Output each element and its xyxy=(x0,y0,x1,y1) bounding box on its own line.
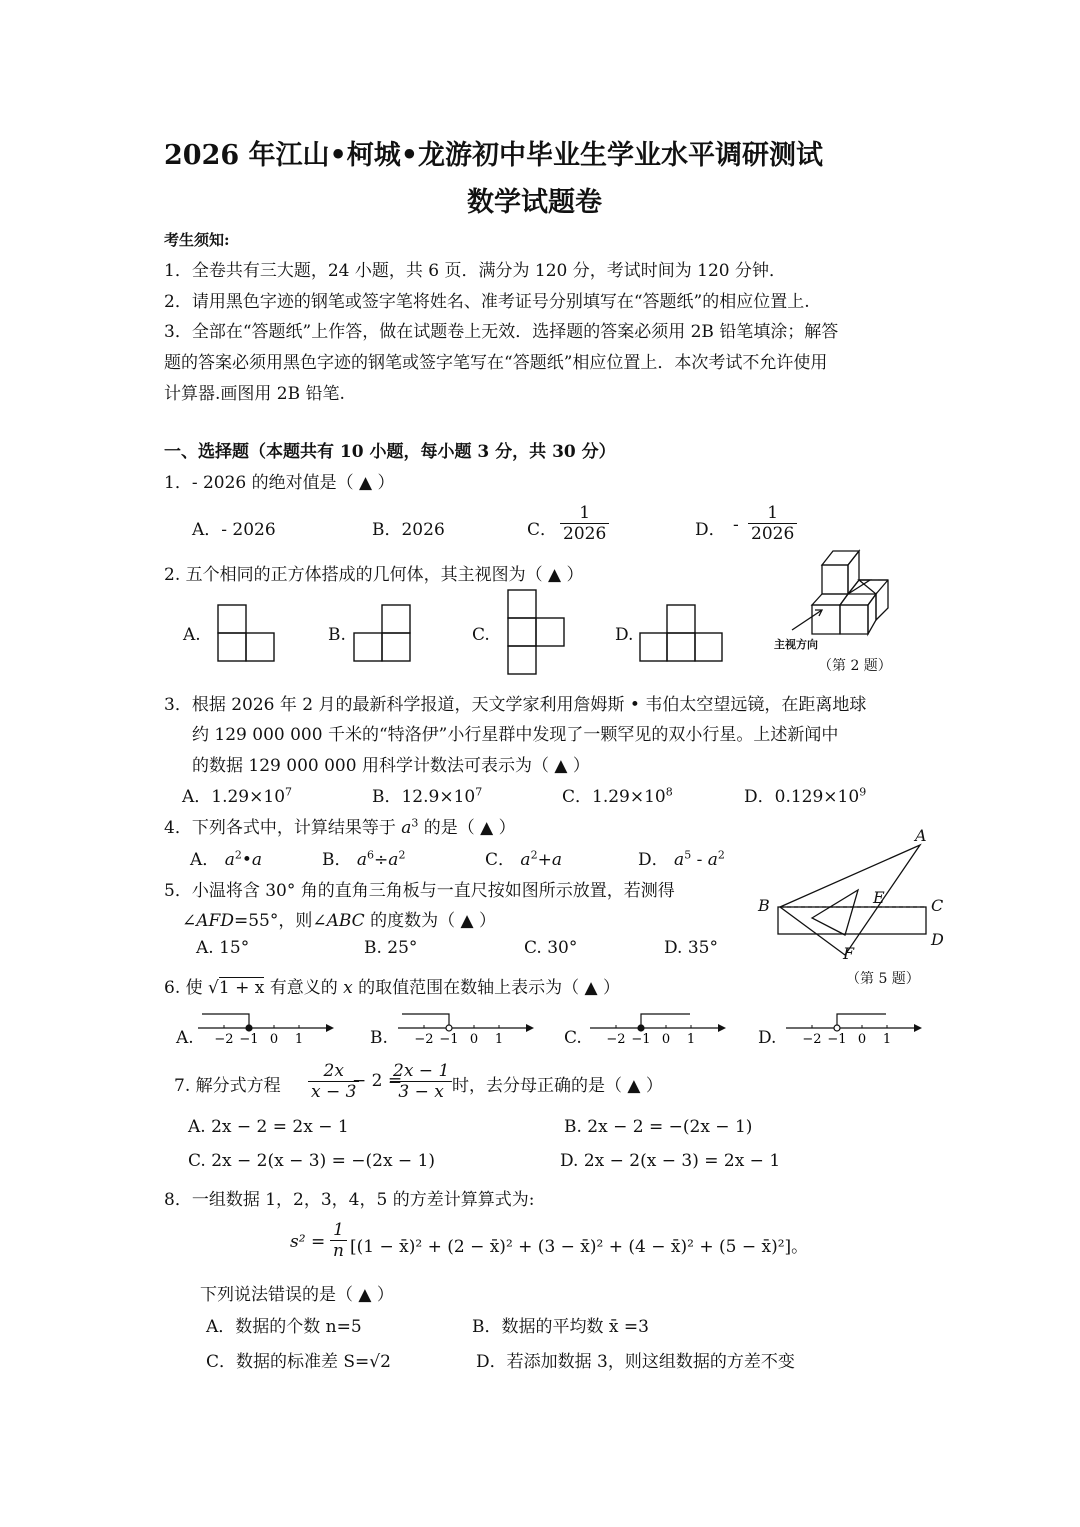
q4-stem-post: 的是（ ▲ ） xyxy=(418,818,516,838)
fraction-denominator: x − 3 xyxy=(311,1082,357,1102)
closed-endpoint xyxy=(638,1025,644,1031)
q8-stem: 8．一组数据 1，2，3，4，5 的方差计算算式为: xyxy=(164,1190,535,1210)
q4-stem-exp: 3 xyxy=(411,816,419,830)
q7-post: 时，去分母正确的是（ ▲ ） xyxy=(452,1076,663,1096)
q2-option-b: B. xyxy=(328,625,346,645)
q4-c-label: C． xyxy=(485,850,516,870)
q6-post: 的取值范围在数轴上表示为（ ▲ ） xyxy=(352,978,621,998)
q1-option-a: A．- 2026 xyxy=(192,520,276,540)
axis-tick-label: 0 xyxy=(661,1032,671,1047)
q1-option-b: B．2026 xyxy=(372,520,445,540)
q5-point-b: B xyxy=(758,896,770,915)
open-endpoint xyxy=(446,1025,452,1031)
q6-option-a: A. xyxy=(176,1028,194,1048)
q5-option-d: D. 35° xyxy=(664,938,718,958)
q5-line: 5．小温将含 30° 角的直角三角板与一直尺按如图所示放置，若测得 xyxy=(164,881,675,901)
page-title: 2026 年江山•柯城•龙游初中毕业生学业水平调研测试 xyxy=(164,140,824,171)
notice-line: 3．全部在“答题纸”上作答，做在试题卷上无效．选择题的答案必须用 2B 铅笔填涂；解答 xyxy=(164,322,839,342)
q6-number-line-b xyxy=(398,1010,538,1050)
q3-a-base: A．1.29×10 xyxy=(182,787,286,807)
open-endpoint xyxy=(834,1025,840,1031)
q2-caption: （第 2 题） xyxy=(818,658,892,674)
q5-point-f: F xyxy=(843,944,855,963)
page-subtitle: 数学试题卷 xyxy=(467,187,602,218)
q7-pre: 7. 解分式方程 xyxy=(174,1076,281,1096)
q1-stem: 1．- 2026 的绝对值是（ ▲ ） xyxy=(164,473,395,493)
fraction-denominator: 2026 xyxy=(751,524,795,544)
q4-stem-pre: 4．下列各式中，计算结果等于 xyxy=(164,818,402,838)
q7-fraction-2 xyxy=(390,1061,452,1102)
axis-arrow xyxy=(526,1024,534,1032)
axis-tick-label: 1 xyxy=(494,1032,504,1047)
q6-radicand: 1 + x xyxy=(218,978,265,998)
q4-b-label: B． xyxy=(322,850,352,870)
axis-arrow xyxy=(326,1024,334,1032)
q2-option-d: D. xyxy=(615,625,634,645)
q8-option-b: B．数据的平均数 x̄ =3 xyxy=(472,1317,649,1337)
q5-triangle-outer xyxy=(780,845,920,955)
q6-var: x xyxy=(343,978,353,998)
axis-arrow xyxy=(718,1024,726,1032)
axis-tick-label: −1 xyxy=(827,1032,847,1047)
q2-option-a: A. xyxy=(183,625,201,645)
q6-number-line-d xyxy=(786,1010,926,1050)
axis-tick-label: 0 xyxy=(857,1032,867,1047)
q2-view-direction-label: 主视方向 xyxy=(774,638,818,651)
range-bracket xyxy=(402,1014,449,1028)
axis-tick-label: −2 xyxy=(802,1032,822,1047)
q5-mid: =55°，则∠ xyxy=(233,911,327,931)
q4-option-a: A． $a^2•a$ xyxy=(190,848,262,870)
q5-angle-afd: AFD xyxy=(196,911,234,931)
q5-option-b: B. 25° xyxy=(364,938,418,958)
q6-stem xyxy=(164,973,620,998)
q6-option-c: C. xyxy=(564,1028,582,1048)
q7-minus2: − 2 = xyxy=(352,1071,403,1091)
axis-tick-label: 0 xyxy=(269,1032,279,1047)
q5-caption: （第 5 题） xyxy=(846,971,920,987)
q4-option-c: C． $a^2+a$ xyxy=(485,848,562,870)
q5-option-a: A. 15° xyxy=(196,938,250,958)
q8-option-d: D．若添加数据 3，则这组数据的方差不变 xyxy=(476,1352,795,1372)
fraction-denominator: 3 − x xyxy=(398,1082,444,1102)
axis-tick-label: −1 xyxy=(439,1032,459,1047)
q6-mid: 有意义的 xyxy=(264,978,344,998)
q8-option-c: C．数据的标准差 S=√2 xyxy=(206,1352,391,1372)
q6-number-line-a xyxy=(198,1010,338,1050)
q4-stem-var: a xyxy=(401,818,412,838)
q3-line: 的数据 129 000 000 用科学计数法可表示为（ ▲ ） xyxy=(192,756,590,776)
q3-line: 3．根据 2026 年 2 月的最新科学报道，天文学家利用詹姆斯 • 韦伯太空望远镜，在距离地球 xyxy=(164,695,867,715)
fraction-denominator: n xyxy=(333,1241,344,1261)
axis-tick-label: −2 xyxy=(414,1032,434,1047)
closed-endpoint xyxy=(246,1025,252,1031)
q8-ask: 下列说法错误的是（ ▲ ） xyxy=(200,1285,394,1305)
fraction-numerator: 2x − 1 xyxy=(390,1061,452,1082)
q5-triangle-inner xyxy=(812,890,858,935)
q5-point-a: A xyxy=(915,826,927,845)
q4-d-label: D． xyxy=(638,850,669,870)
fraction-numerator: 1 xyxy=(560,503,609,524)
q6-pre: 6. 使 xyxy=(164,978,209,998)
notice-line: 计算器.画图用 2B 铅笔. xyxy=(164,384,345,404)
axis-tick-label: −1 xyxy=(631,1032,651,1047)
axis-tick-label: −2 xyxy=(214,1032,234,1047)
q3-d-exponent: 9 xyxy=(859,785,867,799)
axis-tick-label: 1 xyxy=(294,1032,304,1047)
axis-tick-label: 0 xyxy=(469,1032,479,1047)
q1-option-c: C． xyxy=(527,520,558,540)
axis-tick-label: 1 xyxy=(882,1032,892,1047)
q6-number-line-c xyxy=(590,1010,730,1050)
axis-tick-label: −2 xyxy=(606,1032,626,1047)
q4-option-d: D． $a^5 - a^2$ xyxy=(638,848,725,870)
q4-option-b: B． $a^6\div a^2$ xyxy=(322,848,406,870)
q5-post: 的度数为（ ▲ ） xyxy=(364,911,496,931)
q3-b-base: B．12.9×10 xyxy=(372,787,476,807)
q7-option-a: A. 2x − 2 = 2x − 1 xyxy=(188,1117,349,1137)
notice-line: 1．全卷共有三大题，24 小题，共 6 页．满分为 120 分，考试时间为 120 分钟． xyxy=(164,261,786,281)
q5-angle-sign: ∠ xyxy=(182,911,197,931)
notice-line: 2．请用黑色字迹的钢笔或签字笔将姓名、准考证号分别填写在“答题纸”的相应位置上. xyxy=(164,292,810,312)
axis-tick-label: −1 xyxy=(239,1032,259,1047)
q7-option-b: B. 2x − 2 = −(2x − 1) xyxy=(564,1117,753,1137)
q5-angle-abc: ABC xyxy=(326,911,365,931)
q2-stem: 2. 五个相同的正方体搭成的几何体，其主视图为（ ▲ ） xyxy=(164,565,584,585)
q5-option-c: C. 30° xyxy=(524,938,578,958)
q7-option-d: D. 2x − 2(x − 3) = 2x − 1 xyxy=(560,1151,781,1171)
q5-point-c: C xyxy=(931,896,944,915)
q2-option-c: C. xyxy=(472,625,490,645)
fraction-numerator: 1 xyxy=(330,1220,347,1241)
fraction-denominator: 2026 xyxy=(563,524,607,544)
q5-point-d: D xyxy=(931,930,944,949)
q3-line: 约 129 000 000 千米的“特洛伊”小行星群中发现了一颗罕见的双小行星。上述新闻中 xyxy=(192,725,839,745)
q7-option-c: C. 2x − 2(x − 3) = −(2x − 1) xyxy=(188,1151,436,1171)
axis-arrow xyxy=(914,1024,922,1032)
notice-heading: 考生须知: xyxy=(164,231,230,249)
axis-tick-label: 1 xyxy=(686,1032,696,1047)
q6-radical: √1 + x xyxy=(208,978,265,998)
q3-a-exponent: 7 xyxy=(285,785,293,799)
range-bracket xyxy=(202,1014,249,1028)
fraction-numerator: 2x xyxy=(308,1061,359,1082)
q6-option-b: B. xyxy=(370,1028,388,1048)
q6-option-d: D. xyxy=(758,1028,777,1048)
q8-formula-body: [(1 − x̄)² + (2 − x̄)² + (3 − x̄)² + (4 − x̄)² + (5 − x̄)²]。 xyxy=(350,1237,809,1257)
q1-d-sign: - xyxy=(733,515,739,535)
q1-option-d: D． xyxy=(695,520,726,540)
q8-formula-fraction xyxy=(330,1220,347,1261)
q3-c-exponent: 8 xyxy=(665,785,673,799)
notice-line: 题的答案必须用黑色字迹的钢笔或签字笔写在“答题纸”相应位置上．本次考试不允许使用 xyxy=(164,353,828,373)
section-heading: 一、选择题（本题共有 10 小题，每小题 3 分，共 30 分） xyxy=(164,442,616,462)
q3-b-exponent: 7 xyxy=(475,785,483,799)
q8-option-a: A．数据的个数 n=5 xyxy=(206,1317,362,1337)
q3-d-base: D．0.129×10 xyxy=(744,787,860,807)
q3-c-base: C．1.29×10 xyxy=(562,787,666,807)
q5-point-e: E xyxy=(873,888,885,907)
q8-formula-lhs: s² = xyxy=(290,1232,326,1252)
q4-a-label: A． xyxy=(190,850,220,870)
fraction-numerator: 1 xyxy=(748,503,797,524)
